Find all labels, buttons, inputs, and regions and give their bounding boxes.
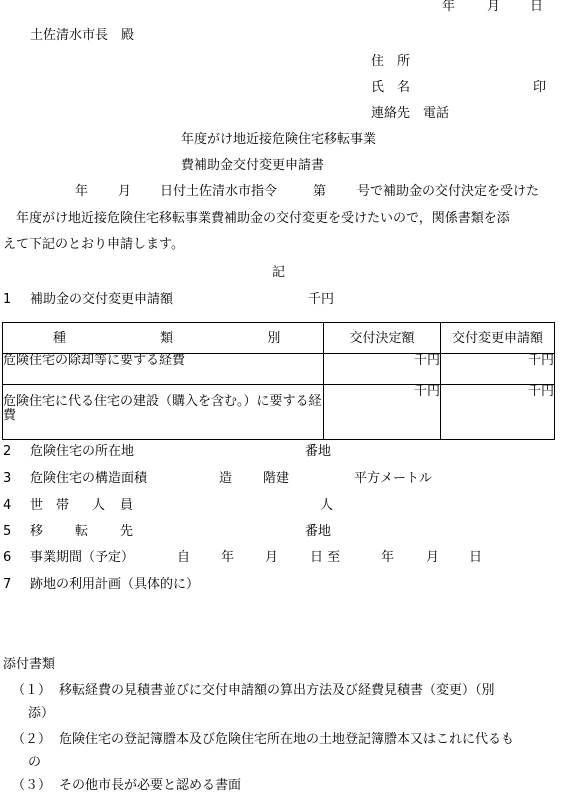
item6-day2: 日	[469, 550, 483, 565]
row1-label: 危険住宅の除却等に要する経費	[3, 354, 324, 385]
item6-number: 6	[3, 550, 12, 565]
item5-label-3: 先	[120, 524, 134, 539]
item5-number: 5	[3, 524, 12, 539]
item2-suffix: 番地	[305, 444, 332, 459]
item2-label: 危険住宅の所在地	[30, 444, 135, 459]
name-label: 氏 名	[371, 80, 411, 95]
ki-marker: 記	[272, 265, 286, 280]
attachment-3-number: （３）	[12, 778, 52, 793]
body-line-2: 年度がけ地近接危険住宅移転事業費補助金の交付変更を受けたいので，関係書類を添	[16, 211, 510, 226]
item5-suffix: 番地	[305, 524, 332, 539]
item7-number: 7	[3, 577, 12, 592]
body-line-3: えて下記のとおり申請します。	[3, 237, 184, 252]
item1-label: 補助金の交付変更申請額	[30, 292, 174, 307]
item6-year2: 年	[381, 550, 395, 565]
item5-label-1: 移	[30, 524, 44, 539]
item3-label: 危険住宅の構造面積	[30, 471, 148, 486]
document-title-line2: 費補助金交付変更申請書	[181, 158, 325, 173]
attachment-2-cont: の	[28, 755, 42, 770]
attachment-2-text: 危険住宅の登記簿謄本及び危険住宅所在地の土地登記簿謄本又はこれに代るも	[59, 732, 515, 747]
date-day-label: 日	[530, 0, 544, 14]
attachment-3-text: その他市長が必要と認める書面	[59, 778, 242, 793]
grant-table	[2, 322, 555, 440]
header-kind-2: 類	[160, 330, 174, 346]
item3-area-unit: 平方メートル	[354, 471, 433, 486]
table-row	[3, 385, 555, 440]
row2-decided: 千円	[324, 385, 441, 440]
row1-decided: 千円	[324, 354, 441, 385]
table-row	[3, 354, 555, 385]
body-no-prefix: 第	[313, 184, 327, 199]
item4-number: 4	[3, 498, 12, 513]
item1-unit: 千円	[308, 292, 335, 307]
item6-from: 自	[177, 550, 191, 565]
item6-month2: 月	[426, 550, 440, 565]
item3-number: 3	[3, 471, 12, 486]
item6-month1: 月	[265, 550, 279, 565]
attachment-1-number: （１）	[12, 683, 52, 698]
item7-label: 跡地の利用計画（具体的に）	[30, 577, 200, 592]
attachments-heading: 添付書類	[3, 657, 56, 672]
header-kind-3: 別	[267, 330, 281, 346]
row2-label: 危険住宅に代る住宅の建設（購入を含む。）に要する経費	[3, 385, 324, 440]
header-kind	[3, 323, 324, 354]
header-decided: 交付決定額	[324, 323, 441, 354]
item4-label-2: 帯	[56, 498, 70, 513]
attachment-2-number: （２）	[12, 732, 52, 747]
item5-label-2: 転	[75, 524, 89, 539]
row1-changed: 千円	[441, 354, 555, 385]
item6-label: 事業期間（予定）	[30, 550, 135, 565]
header-changed: 交付変更申請額	[441, 323, 555, 354]
item6-year1: 年	[221, 550, 235, 565]
item2-number: 2	[3, 444, 12, 459]
item4-unit: 人	[320, 498, 334, 513]
contact-label: 連絡先 電話	[371, 106, 450, 121]
date-month-label: 月	[487, 0, 501, 14]
address-label: 住 所	[371, 54, 411, 69]
body-year: 年	[75, 184, 89, 199]
document-title-line1: 年度がけ地近接危険住宅移転事業	[181, 132, 377, 147]
body-text-2: 号で補助金の交付決定を受けた	[357, 184, 540, 199]
date-year-label: 年	[442, 0, 456, 14]
row2-changed: 千円	[441, 385, 555, 440]
item4-label-4: 員	[120, 498, 134, 513]
table-header-row	[3, 323, 555, 354]
item6-day1-to: 日 至	[310, 550, 341, 565]
attachment-1-cont: 添）	[28, 706, 55, 721]
item4-label-1: 世	[30, 498, 44, 513]
header-kind-1: 種	[53, 330, 67, 346]
body-text-1: 日付土佐清水市指令	[160, 184, 278, 199]
item1-number: 1	[3, 292, 12, 307]
addressee: 土佐清水市長 殿	[30, 28, 135, 43]
body-month: 月	[118, 184, 132, 199]
item4-label-3: 人	[92, 498, 106, 513]
seal-label: 印	[533, 80, 547, 95]
item3-kai: 階建	[263, 471, 290, 486]
item3-zo: 造	[219, 471, 233, 486]
attachment-1-text: 移転経費の見積書並びに交付申請額の算出方法及び経費見積書（変更）（別	[59, 683, 495, 698]
